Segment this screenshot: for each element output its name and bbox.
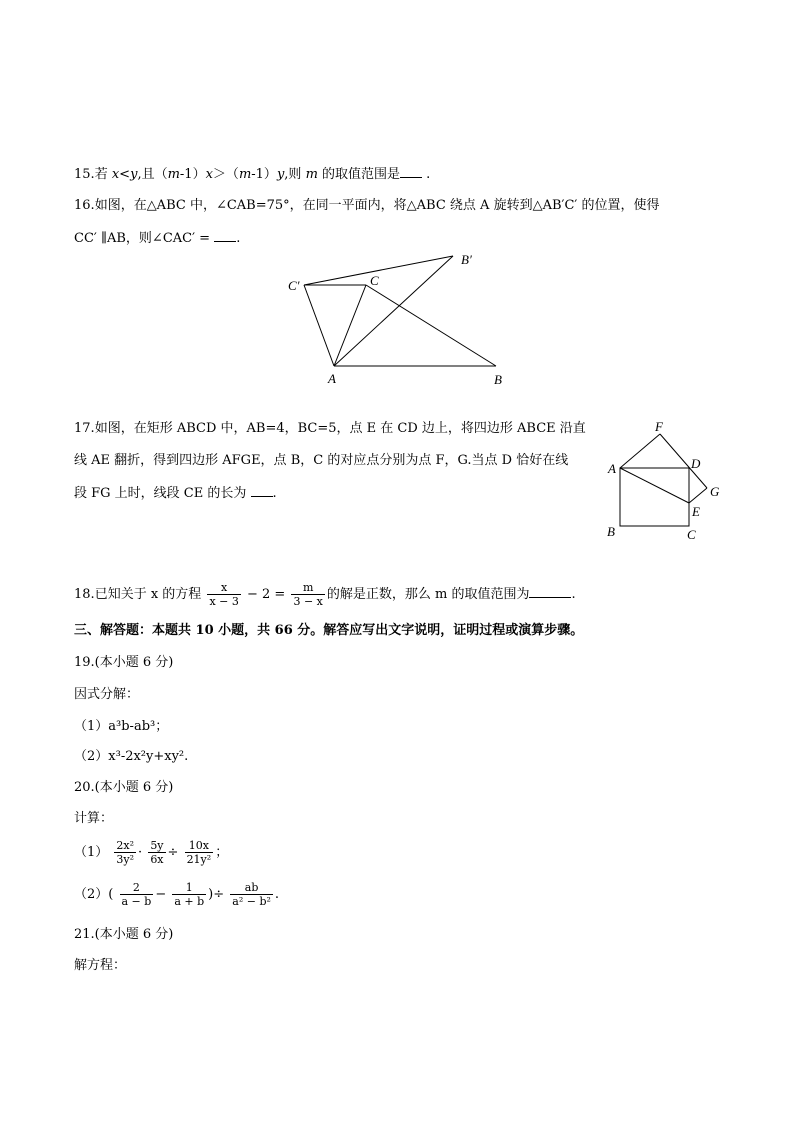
answer-blank[interactable] <box>400 165 422 178</box>
fraction: $\frac{x}{x - 3}$ <box>209 581 239 608</box>
label-b-prime: B′ <box>461 252 472 267</box>
label-c: C <box>687 527 696 542</box>
answer-blank[interactable] <box>214 229 236 242</box>
answer-blank[interactable] <box>251 484 273 497</box>
label-f: F <box>655 419 663 434</box>
figure-rectangle-fold <box>598 418 728 548</box>
question-17-line1: 17.如图，在矩形 ABCD 中，AB=4，BC=5，点 E 在 CD 边上，将四边形 ABCE 沿直 <box>74 421 586 436</box>
question-20-header: 20.(本小题 6 分) <box>74 780 174 795</box>
question-19-part1: （1）a³b-ab³； <box>74 719 169 734</box>
label-a: A <box>608 461 616 476</box>
label-a: A <box>328 371 336 386</box>
label-b: B <box>607 524 615 539</box>
label-g: G <box>710 484 720 499</box>
question-16-line2: CC′ ∥AB，则∠CAC′ = . <box>74 231 241 246</box>
question-19-intro: 因式分解： <box>74 687 140 702</box>
label-b: B <box>494 372 502 387</box>
fraction: $\frac{m}{3 - x}$ <box>293 581 323 608</box>
question-20-part1: （1） $\frac{\text{2x²}}{\text{3y²}}$ · $\frac{5y}{6x}$ ÷ $\frac{10x}{\text{21y²}}$ ； <box>74 839 229 866</box>
question-17-line3: 段 FG 上时，线段 CE 的长为 . <box>74 486 277 501</box>
question-20-part2: （2）( $\frac{2}{a - b}$ − $\frac{1}{a + b}$ )÷ $\frac{ab}{\text{a² − b²}}$ . <box>74 881 280 908</box>
question-20-intro: 计算： <box>74 811 114 826</box>
question-21-intro: 解方程： <box>74 958 127 973</box>
section-heading: 三、解答题：本题共 10 小题，共 66 分。解答应写出文字说明，证明过程或演算步骤。 <box>74 623 584 638</box>
question-17-line2: 线 AE 翻折，得到四边形 AFGE，点 B，C 的对应点分别为点 F，G.当点 D 恰好在线 <box>74 453 569 468</box>
question-15: 15.若 x<y,且（m-1）x＞（m-1）y,则 m 的取值范围是 . <box>74 167 431 182</box>
question-19-header: 19.(本小题 6 分) <box>74 655 174 670</box>
question-18: 18.已知关于 x 的方程 $\frac{x}{x - 3}$ − 2 = $\frac{m}{3 - x}$ 的解是正数，那么 m 的取值范围为 . <box>74 581 576 608</box>
question-16-line1: 16.如图，在△ABC 中，∠CAB=75°，在同一平面内，将△ABC 绕点 A 旋转到△AB′C′ 的位置，使得 <box>74 198 660 213</box>
figure-rotated-triangles <box>280 245 520 395</box>
label-e: E <box>692 504 700 519</box>
label-c-prime: C′ <box>288 278 300 293</box>
question-19-part2: （2）x³-2x²y+xy². <box>74 749 189 764</box>
answer-blank[interactable] <box>529 585 571 598</box>
label-c: C <box>370 273 379 288</box>
label-d: D <box>691 456 701 471</box>
question-21-header: 21.(本小题 6 分) <box>74 927 174 942</box>
